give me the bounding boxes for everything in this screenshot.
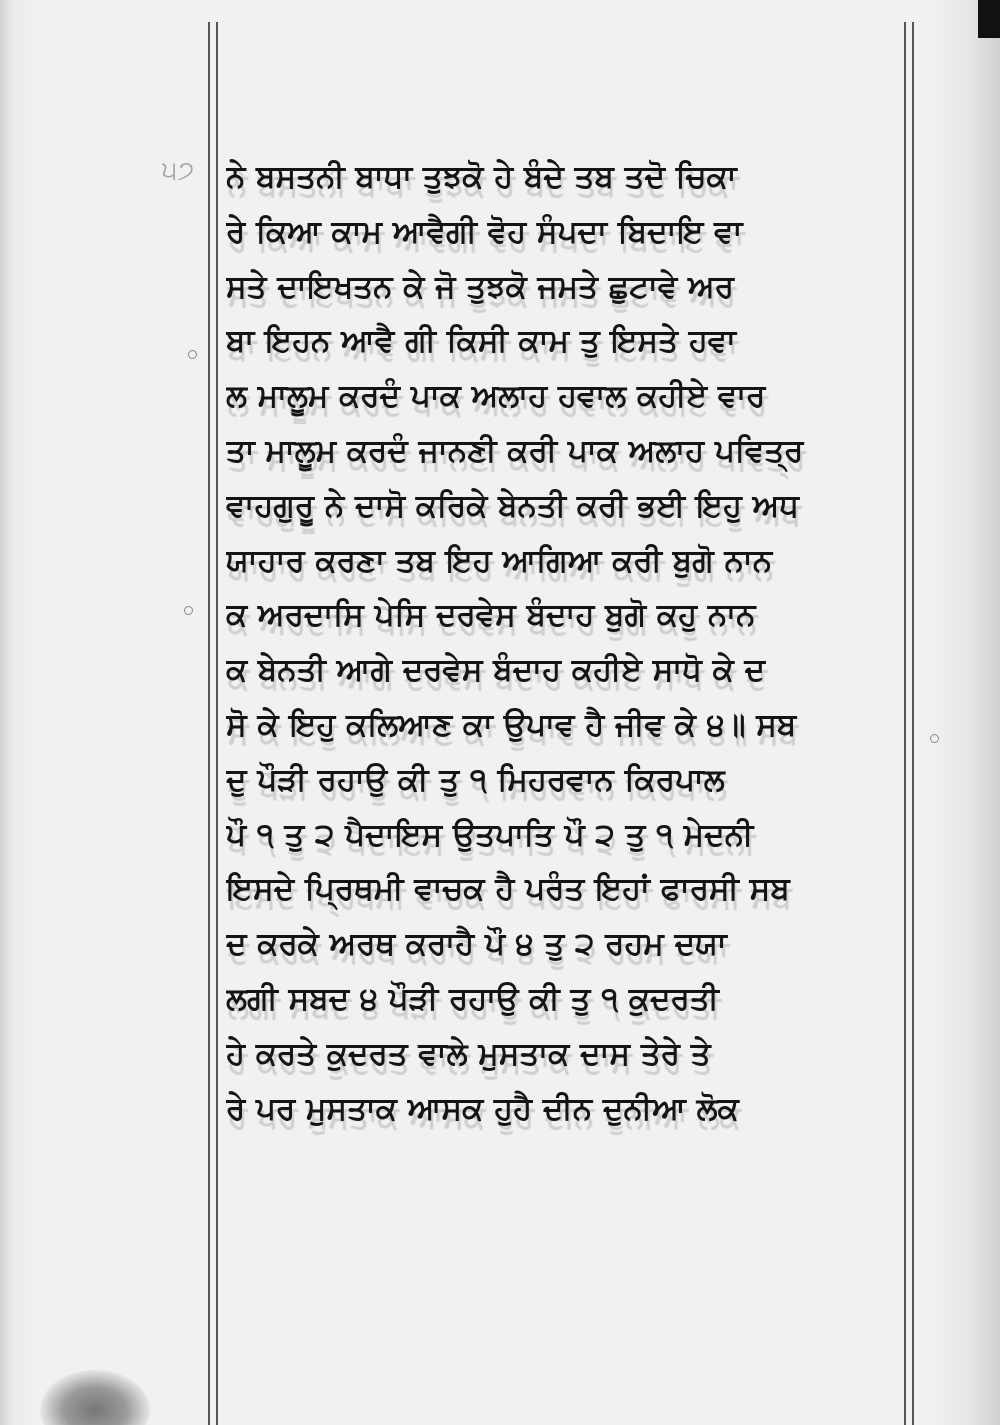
text-line: ਵਾਹਗੁਰੂ ਨੇ ਦਾਸੋ ਕਰਿਕੇ ਬੇਨਤੀ ਕਰੀ ਭਈ ਇਹੁ ਅਧ	[226, 487, 799, 524]
text-line: ਸੋ ਕੇ ਇਹੁ ਕਲਿਆਣ ਕਾ ਉਪਾਵ ਹੈ ਜੀਵ ਕੇ ੪॥ ਸਬ	[226, 706, 797, 743]
text-line: ਇਸਦੇ ਪ੍ਰਿਥਮੀ ਵਾਚਕ ਹੈ ਪਰੰਤ ਇਹਾਂ ਫਾਰਸੀ ਸਬ	[226, 871, 790, 908]
thumb-smudge	[40, 1370, 150, 1425]
text-line: ਲ ਮਾਲੂਮ ਕਰਦੰ ਪਾਕ ਅਲਾਹ ਹਵਾਲ ਕਹੀਏ ਵਾਰ	[226, 378, 766, 415]
text-line: ਕ ਬੇਨਤੀ ਆਗੇ ਦਰਵੇਸ ਬੰਦਾਹ ਕਹੀਏ ਸਾਧੋ ਕੇ ਦ	[226, 652, 766, 689]
text-line: ਬਾ ਇਹਨ ਆਵੈ ਗੀ ਕਿਸੀ ਕਾਮ ਤੁ ਇਸਤੇ ਹਵਾ	[226, 323, 737, 360]
text-line: ਦ ਕਰਕੇ ਅਰਥ ਕਰਾਹੈ ਪੌ ੪ ਤੁ ੨ ਰਹਮ ਦਯਾ	[226, 926, 727, 963]
text-line: ਲਗੀ ਸਬਦ ੪ ਪੌੜੀ ਰਹਾਉ ਕੀ ਤੁ ੧ ਕੁਦਰਤੀ	[226, 980, 719, 1017]
text-line: ਸਤੇ ਦਾਇਖਤਨ ਕੇ ਜੋ ਤੁਝਕੋ ਜਮਤੇ ਛੁਟਾਵੇ ਅਰ	[226, 268, 734, 305]
margin-dot	[184, 606, 193, 615]
left-margin-rule-inner	[216, 22, 218, 1425]
text-line: ਦੁ ਪੌੜੀ ਰਹਾਉ ਕੀ ਤੁ ੧ ਮਿਹਰਵਾਨ ਕਿਰਪਾਲ	[226, 761, 725, 798]
text-line: ਤਾ ਮਾਲੂਮ ਕਰਦੰ ਜਾਨਣੀ ਕਰੀ ਪਾਕ ਅਲਾਹ ਪਵਿਤ੍ਰ	[226, 432, 804, 469]
text-line: ਕ ਅਰਦਾਸਿ ਪੇਸਿ ਦਰਵੇਸ ਬੰਦਾਹ ਬੁਗੋ ਕਹੁ ਨਾਨ	[226, 597, 756, 634]
text-line: ਰੇ ਕਿਆ ਕਾਮ ਆਵੈਗੀ ਵੋਹ ਸੰਪਦਾ ਬਿਦਾਇ ਵਾ	[226, 213, 743, 250]
text-line: ਰੇ ਪਰ ਮੁਸਤਾਕ ਆਸਕ ਹੁਹੈ ਦੀਨ ਦੁਨੀਆ ਲੋਕ	[226, 1090, 739, 1127]
margin-dot	[188, 350, 197, 359]
text-line: ਯਾਹਾਰ ਕਰਣਾ ਤਬ ਇਹ ਆਗਿਆ ਕਰੀ ਬੁਗੋ ਨਾਨ	[226, 542, 773, 579]
folio-number: ੫੭	[162, 156, 195, 186]
text-line: ਪੌ ੧ ਤੁ ੨ ਪੈਦਾਇਸ ਉਤਪਾਤਿ ਪੌ ੨ ਤੁ ੧ ਮੇਦਨੀ	[226, 816, 754, 853]
manuscript-text	[226, 150, 906, 1136]
left-margin-rule-outer	[208, 22, 210, 1425]
scan-corner-shadow	[978, 0, 1000, 38]
text-line: ਨੇ ਬਸਤਨੀ ਬਾਧਾ ਤੁਝਕੋ ਹੇ ਬੰਦੇ ਤਬ ਤਦੋ ਚਿਕਾ	[226, 159, 737, 195]
text-line: ਹੇ ਕਰਤੇ ਕੁਦਰਤ ਵਾਲੇ ਮੁਸਤਾਕ ਦਾਸ ਤੇਰੇ ਤੇ	[226, 1035, 711, 1072]
right-margin-rule-outer	[912, 22, 914, 1425]
margin-dot	[930, 734, 939, 743]
